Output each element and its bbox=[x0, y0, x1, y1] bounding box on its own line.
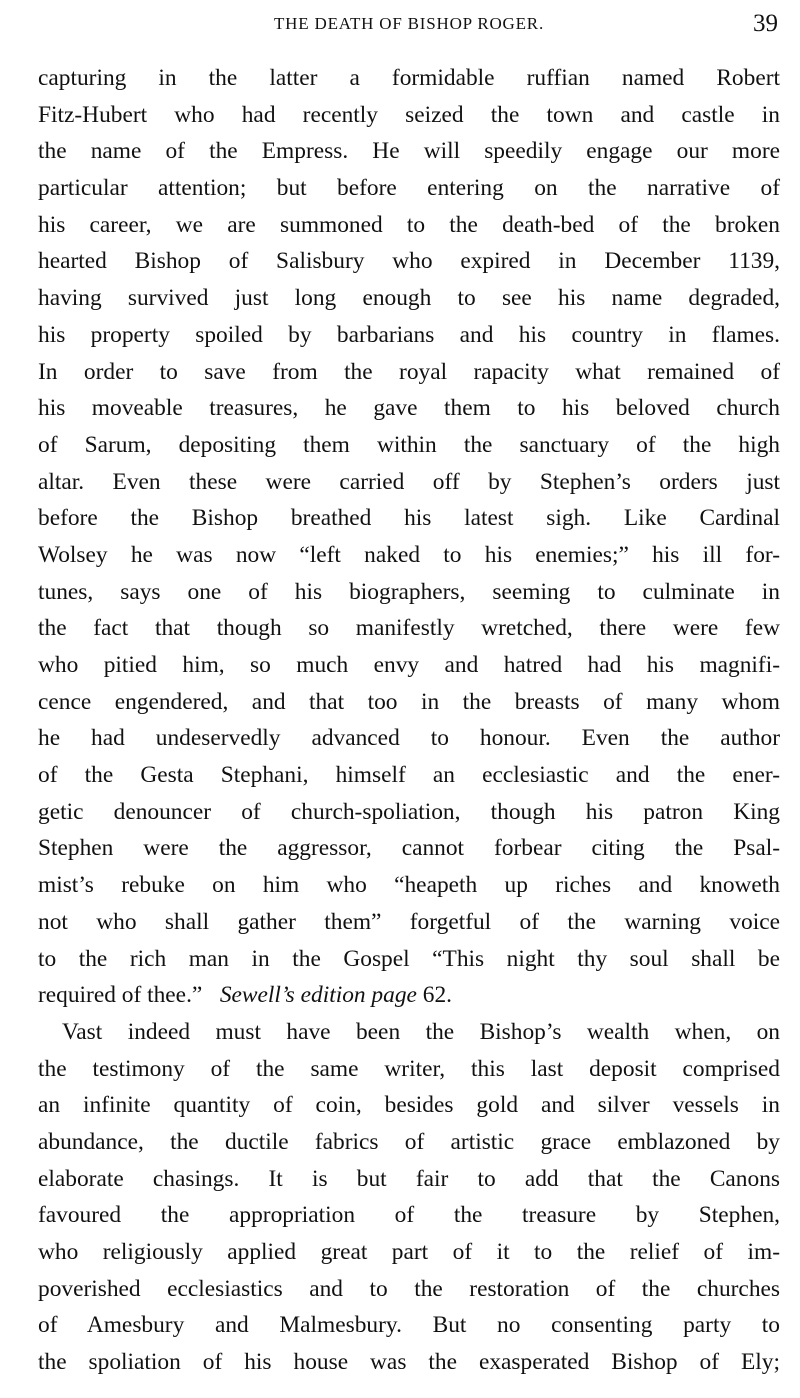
text-line: the fact that though so manifestly wretched, there were few bbox=[38, 615, 780, 642]
text-line: Wolsey he was now “left naked to his enemies;” his ill for- bbox=[38, 541, 780, 568]
text-line: Fitz-Hubert who had recently seized the town and castle in bbox=[38, 101, 780, 128]
citation-page: 62. bbox=[422, 982, 453, 1009]
text-line: the spoliation of his house was the exasperated Bishop of Ely; bbox=[38, 1349, 780, 1376]
final-line-text: required of thee.” bbox=[38, 982, 203, 1009]
text-line: to the rich man in the Gospel “This night thy soul shall be bbox=[38, 945, 780, 972]
text-line: capturing in the latter a formidable ruffian named Robert bbox=[38, 65, 780, 91]
text-line: favoured the appropriation of the treasure by Stephen, bbox=[38, 1202, 780, 1229]
text-line-final bbox=[38, 977, 780, 1014]
text-line: Stephen were the aggressor, cannot forbear citing the Psal- bbox=[38, 835, 780, 862]
text-line: altar. Even these were carried off by Stephen’s orders just bbox=[38, 468, 780, 495]
chapter-title: THE DEATH OF BISHOP ROGER. bbox=[274, 14, 544, 33]
page-number: 39 bbox=[753, 10, 778, 37]
text-line: the testimony of the same writer, this last deposit comprised bbox=[38, 1055, 780, 1082]
text-line: not who shall gather them” forgetful of the warning voice bbox=[38, 908, 780, 935]
body-text bbox=[38, 60, 780, 1381]
text-line: Vast indeed must have been the Bishop’s wealth when, on bbox=[62, 1018, 780, 1045]
text-line: mist’s rebuke on him who “heapeth up riches and knoweth bbox=[38, 872, 780, 899]
text-line: his moveable treasures, he gave them to his beloved church bbox=[38, 395, 780, 422]
text-line: having survived just long enough to see his name degraded, bbox=[38, 285, 780, 312]
citation-reference: Sewell’s edition page bbox=[219, 982, 417, 1009]
text-line: poverished ecclesiastics and to the restoration of the churches bbox=[38, 1275, 780, 1302]
text-line: hearted Bishop of Salisbury who expired in December 1139, bbox=[38, 248, 780, 275]
text-line: of the Gesta Stephani, himself an ecclesiastic and the ener- bbox=[38, 762, 780, 789]
text-line: of Sarum, depositing them within the sanctuary of the high bbox=[38, 431, 780, 458]
text-line: In order to save from the royal rapacity what remained of bbox=[38, 358, 780, 385]
text-line: an infinite quantity of coin, besides gold and silver vessels in bbox=[38, 1092, 780, 1119]
text-line: elaborate chasings. It is but fair to add that the Canons bbox=[38, 1165, 780, 1192]
text-line: before the Bishop breathed his latest sigh. Like Cardinal bbox=[38, 505, 780, 532]
text-line: his property spoiled by barbarians and his country in flames. bbox=[38, 321, 780, 348]
text-line: his career, we are summoned to the death-bed of the broken bbox=[38, 211, 780, 238]
text-line: the name of the Empress. He will speedily engage our more bbox=[38, 138, 780, 165]
text-line: particular attention; but before entering on the narrative of bbox=[38, 175, 780, 202]
text-line: of Amesbury and Malmesbury. But no consenting party to bbox=[38, 1312, 780, 1339]
text-line: he had undeservedly advanced to honour. Even the author bbox=[38, 725, 780, 752]
paragraph-2 bbox=[38, 1014, 780, 1381]
paragraph-1 bbox=[38, 60, 780, 1014]
running-header bbox=[38, 8, 780, 40]
text-line: tunes, says one of his biographers, seeming to culminate in bbox=[38, 578, 780, 605]
text-line: getic denouncer of church-spoliation, though his patron King bbox=[38, 798, 780, 825]
text-line: who pitied him, so much envy and hatred had his magnifi- bbox=[38, 652, 780, 678]
text-line: abundance, the ductile fabrics of artistic grace emblazoned by bbox=[38, 1128, 780, 1155]
text-line: cence engendered, and that too in the breasts of many whom bbox=[38, 688, 780, 715]
text-line: who religiously applied great part of it to the relief of im- bbox=[38, 1239, 780, 1265]
